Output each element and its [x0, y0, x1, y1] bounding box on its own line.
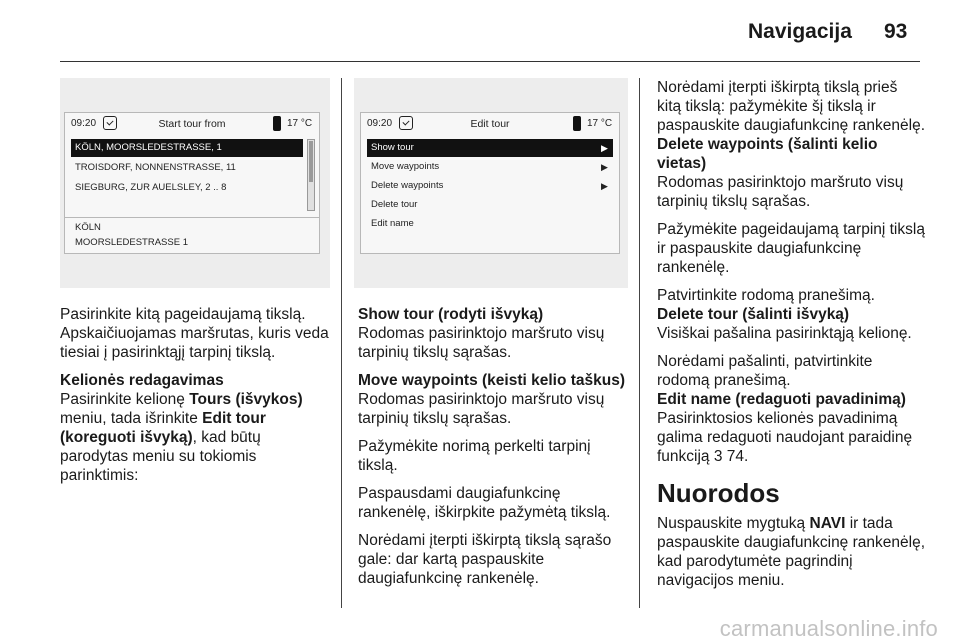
screen-start-tour: [64, 112, 320, 254]
page-reference-link[interactable]: 3 74.: [713, 448, 749, 465]
subheading-show-tour: Show tour (rodyti išvyką): [358, 306, 544, 323]
menu-item-delete-waypoints[interactable]: Delete waypoints: [371, 180, 444, 191]
subheading-move-waypoints: Move waypoints (keisti kelio taškus): [358, 372, 626, 389]
paragraph: Pažymėkite pageidaujamą tarpinį tikslą ir paspauskite daugiafunkcinę rankenėlę.: [657, 221, 925, 276]
menu-item-show-tour[interactable]: Show tour: [367, 139, 613, 157]
detail-city: KÖLN: [75, 222, 101, 233]
arrow-right-icon: ▶: [601, 143, 608, 153]
detail-street: MOORSLEDESTRASSE 1: [75, 237, 188, 248]
figure-edit-tour: [354, 78, 628, 288]
column-2: [358, 305, 632, 597]
screen-status-bar: [361, 113, 619, 135]
arrow-right-icon: ▶: [601, 181, 608, 191]
arrow-right-icon: ▶: [601, 162, 608, 172]
paragraph: Paspausdami daugiafunkcinę rankenėlę, iškirpkite pažymėtą tikslą.: [358, 485, 611, 521]
section-heading: Kelionės redagavimas: [60, 372, 224, 389]
paragraph: Norėdami pašalinti, patvirtinkite rodomą pranešimą.: [657, 353, 873, 389]
column-divider-1: [341, 78, 342, 608]
paragraph: Visiškai pašalina pasirinktąją kelionę.: [657, 325, 912, 342]
paragraph: Norėdami įterpti iškirptą tikslą prieš kitą tikslą: pažymėkite šį tikslą ir paspauskite daugiafunkcinę rankenėlę.: [657, 79, 925, 134]
screen-separator: [65, 217, 319, 218]
watermark-text: carmanualsonline.info: [719, 616, 938, 641]
paragraph: Pasirinktosios kelionės pavadinimą galima redaguoti naudojant paraidinę funkciją 3 74.: [657, 410, 913, 465]
subheading-delete-tour: Delete tour (šalinti išvyką): [657, 306, 850, 323]
page-header-title: Navigacija: [748, 20, 852, 43]
thermometer-icon: [273, 116, 281, 131]
paragraph: Patvirtinkite rodomą pranešimą.: [657, 287, 875, 304]
screen-edit-tour: [360, 112, 620, 254]
header-rule: [60, 61, 920, 62]
screen-time: 09:20: [367, 118, 393, 129]
paragraph: Pasirinkite kitą pageidaujamą tikslą. Apskaičiuojamas maršrutas, kuris veda tiesiai į pasirinktąjį tarpinį tikslą.: [60, 306, 329, 361]
page-number: 93: [884, 20, 908, 43]
column-1: [60, 305, 332, 494]
screen-temperature: 17 °C: [587, 118, 613, 129]
list-item[interactable]: SIEGBURG, ZUR AUELSLEY, 2 .. 8: [75, 182, 227, 193]
paragraph: Rodomas pasirinktojo maršruto visų tarpinių tikslų sąrašas.: [358, 391, 605, 427]
menu-ref-tours: Tours (išvykos): [189, 391, 303, 408]
paragraph: Norėdami įterpti iškirptą tikslą sąrašo gale: dar kartą paspauskite daugiafunkcinę rankenėlę.: [358, 532, 612, 587]
thermometer-icon: [573, 116, 581, 131]
screen-status-bar: [65, 113, 319, 135]
menu-item-move-waypoints[interactable]: Move waypoints: [371, 161, 440, 172]
subheading-delete-waypoints: Delete waypoints (šalinti kelio vietas): [657, 136, 878, 172]
menu-ref-edit-tour: Edit tour (koreguoti išvyką): [60, 410, 266, 446]
menu-item-edit-name[interactable]: Edit name: [371, 218, 414, 229]
section-heading-nuorodos: Nuorodos: [657, 478, 780, 508]
screen-temperature: 17 °C: [287, 118, 313, 129]
paragraph: Pažymėkite norimą perkelti tarpinį tikslą.: [358, 438, 591, 474]
screen-title: Start tour from: [158, 118, 226, 130]
menu-item-delete-tour[interactable]: Delete tour: [371, 199, 418, 210]
button-ref-navi: NAVI: [809, 515, 846, 532]
paragraph: Pasirinkite kelionę Tours (išvykos) meniu, tada išrinkite Edit tour (koreguoti išvyką), kad būtų parodytas meniu su tokiomis parinktimis:: [60, 391, 303, 484]
paragraph: Nuspauskite mygtuką NAVI ir tada paspauskite daugiafunkcinę rankenėlę, kad parodytumėte pagrindinį navigacijos meniu.: [657, 515, 925, 589]
subheading-edit-name: Edit name (redaguoti pavadinimą): [657, 391, 906, 408]
scrollbar[interactable]: [307, 139, 315, 211]
screen-time: 09:20: [71, 118, 97, 129]
paragraph: Rodomas pasirinktojo maršruto visų tarpinių tikslų sąrašas.: [657, 174, 904, 210]
figure-start-tour: [60, 78, 330, 288]
list-item[interactable]: TROISDORF, NONNENSTRASSE, 11: [75, 162, 236, 173]
column-divider-2: [639, 78, 640, 608]
screen-title: Edit tour: [470, 118, 510, 130]
list-item-selected[interactable]: KÖLN, MOORSLEDESTRASSE, 1: [71, 139, 303, 157]
column-3: [657, 78, 925, 599]
paragraph: Rodomas pasirinktojo maršruto visų tarpinių tikslų sąrašas.: [358, 325, 605, 361]
